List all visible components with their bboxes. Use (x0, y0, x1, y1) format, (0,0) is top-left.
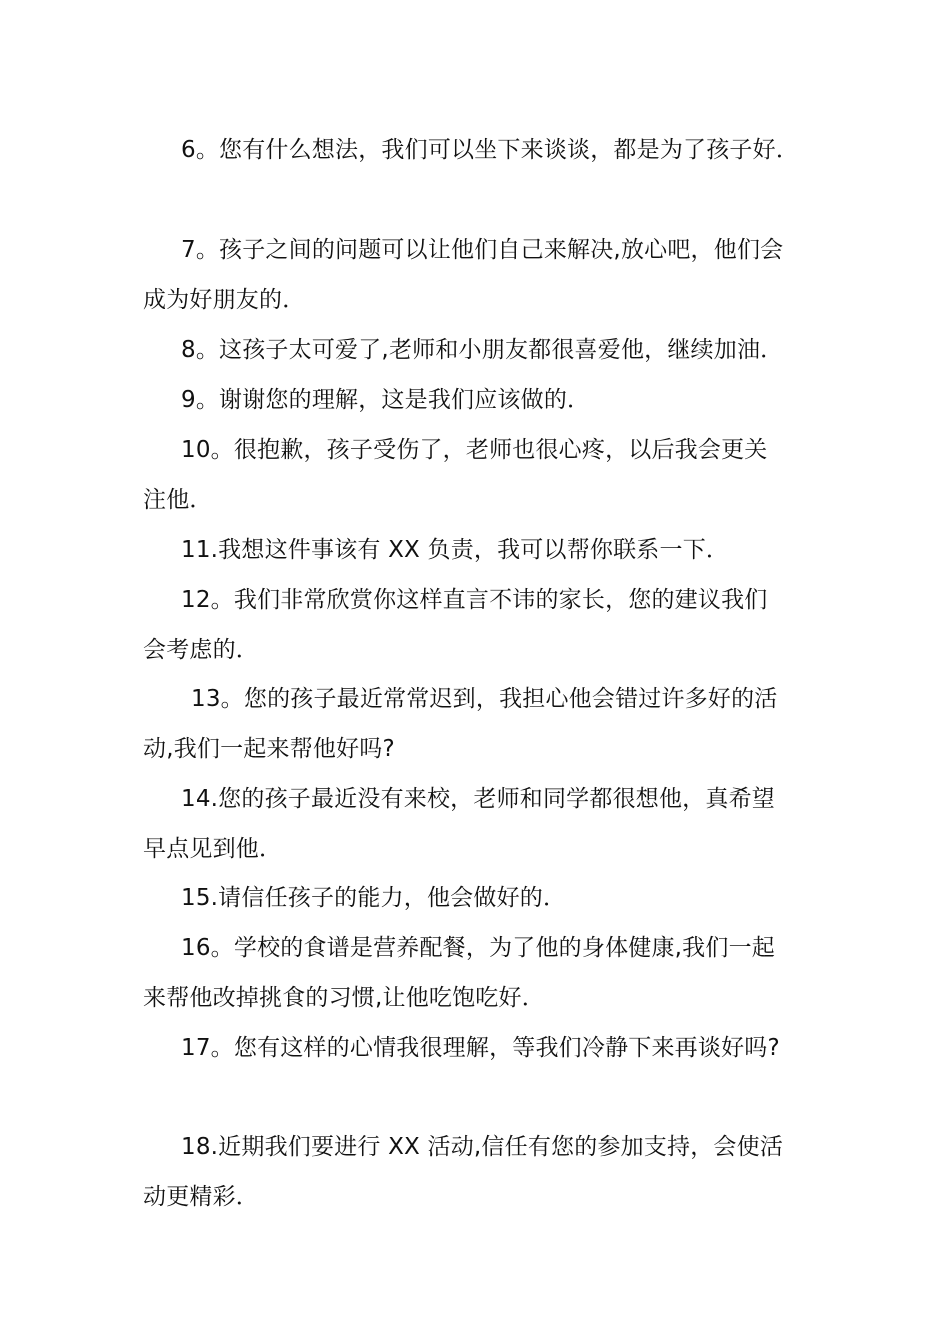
item-16-line-1: 16。学校的食谱是营养配餐，为了他的身体健康,我们一起 (181, 935, 775, 961)
item-15-line-1: 15.请信任孩子的能力，他会做好的． (181, 885, 567, 911)
item-14-line-1: 14.您的孩子最近没有来校，老师和同学都很想他，真希望 (181, 786, 775, 812)
item-11-line-1: 11.我想这件事该有 XX 负责，我可以帮你联系一下． (181, 537, 730, 563)
item-12-line-2: 会考虑的． (143, 637, 259, 663)
item-6-line-1: 6。您有什么想法，我们可以坐下来谈谈，都是为了孩子好． (181, 137, 800, 163)
item-18-line-1: 18.近期我们要进行 XX 活动,信任有您的参加支持，会使活 (181, 1134, 784, 1160)
item-7-line-2: 成为好朋友的． (143, 287, 306, 313)
item-10-line-1: 10。很抱歉，孩子受伤了，老师也很心疼，以后我会更关 (181, 437, 768, 463)
item-13-line-2: 动,我们一起来帮他好吗? (143, 736, 395, 762)
item-13-line-1: 13。您的孩子最近常常迟到，我担心他会错过许多好的活 (191, 686, 778, 712)
item-7-line-1: 7。孩子之间的问题可以让他们自己来解决,放心吧，他们会 (181, 237, 784, 263)
item-10-line-2: 注他． (143, 487, 213, 513)
item-8-line-1: 8。这孩子太可爱了,老师和小朋友都很喜爱他，继续加油． (181, 337, 784, 363)
item-9-line-1: 9。谢谢您的理解，这是我们应该做的． (181, 387, 591, 413)
item-17-line-1: 17。您有这样的心情我很理解，等我们冷静下来再谈好吗? (181, 1035, 780, 1061)
item-16-line-2: 来帮他改掉挑食的习惯,让他吃饱吃好． (143, 985, 545, 1011)
item-18-line-2: 动更精彩． (143, 1184, 259, 1210)
item-14-line-2: 早点见到他． (143, 836, 283, 862)
item-12-line-1: 12。我们非常欣赏你这样直言不讳的家长，您的建议我们 (181, 587, 768, 613)
